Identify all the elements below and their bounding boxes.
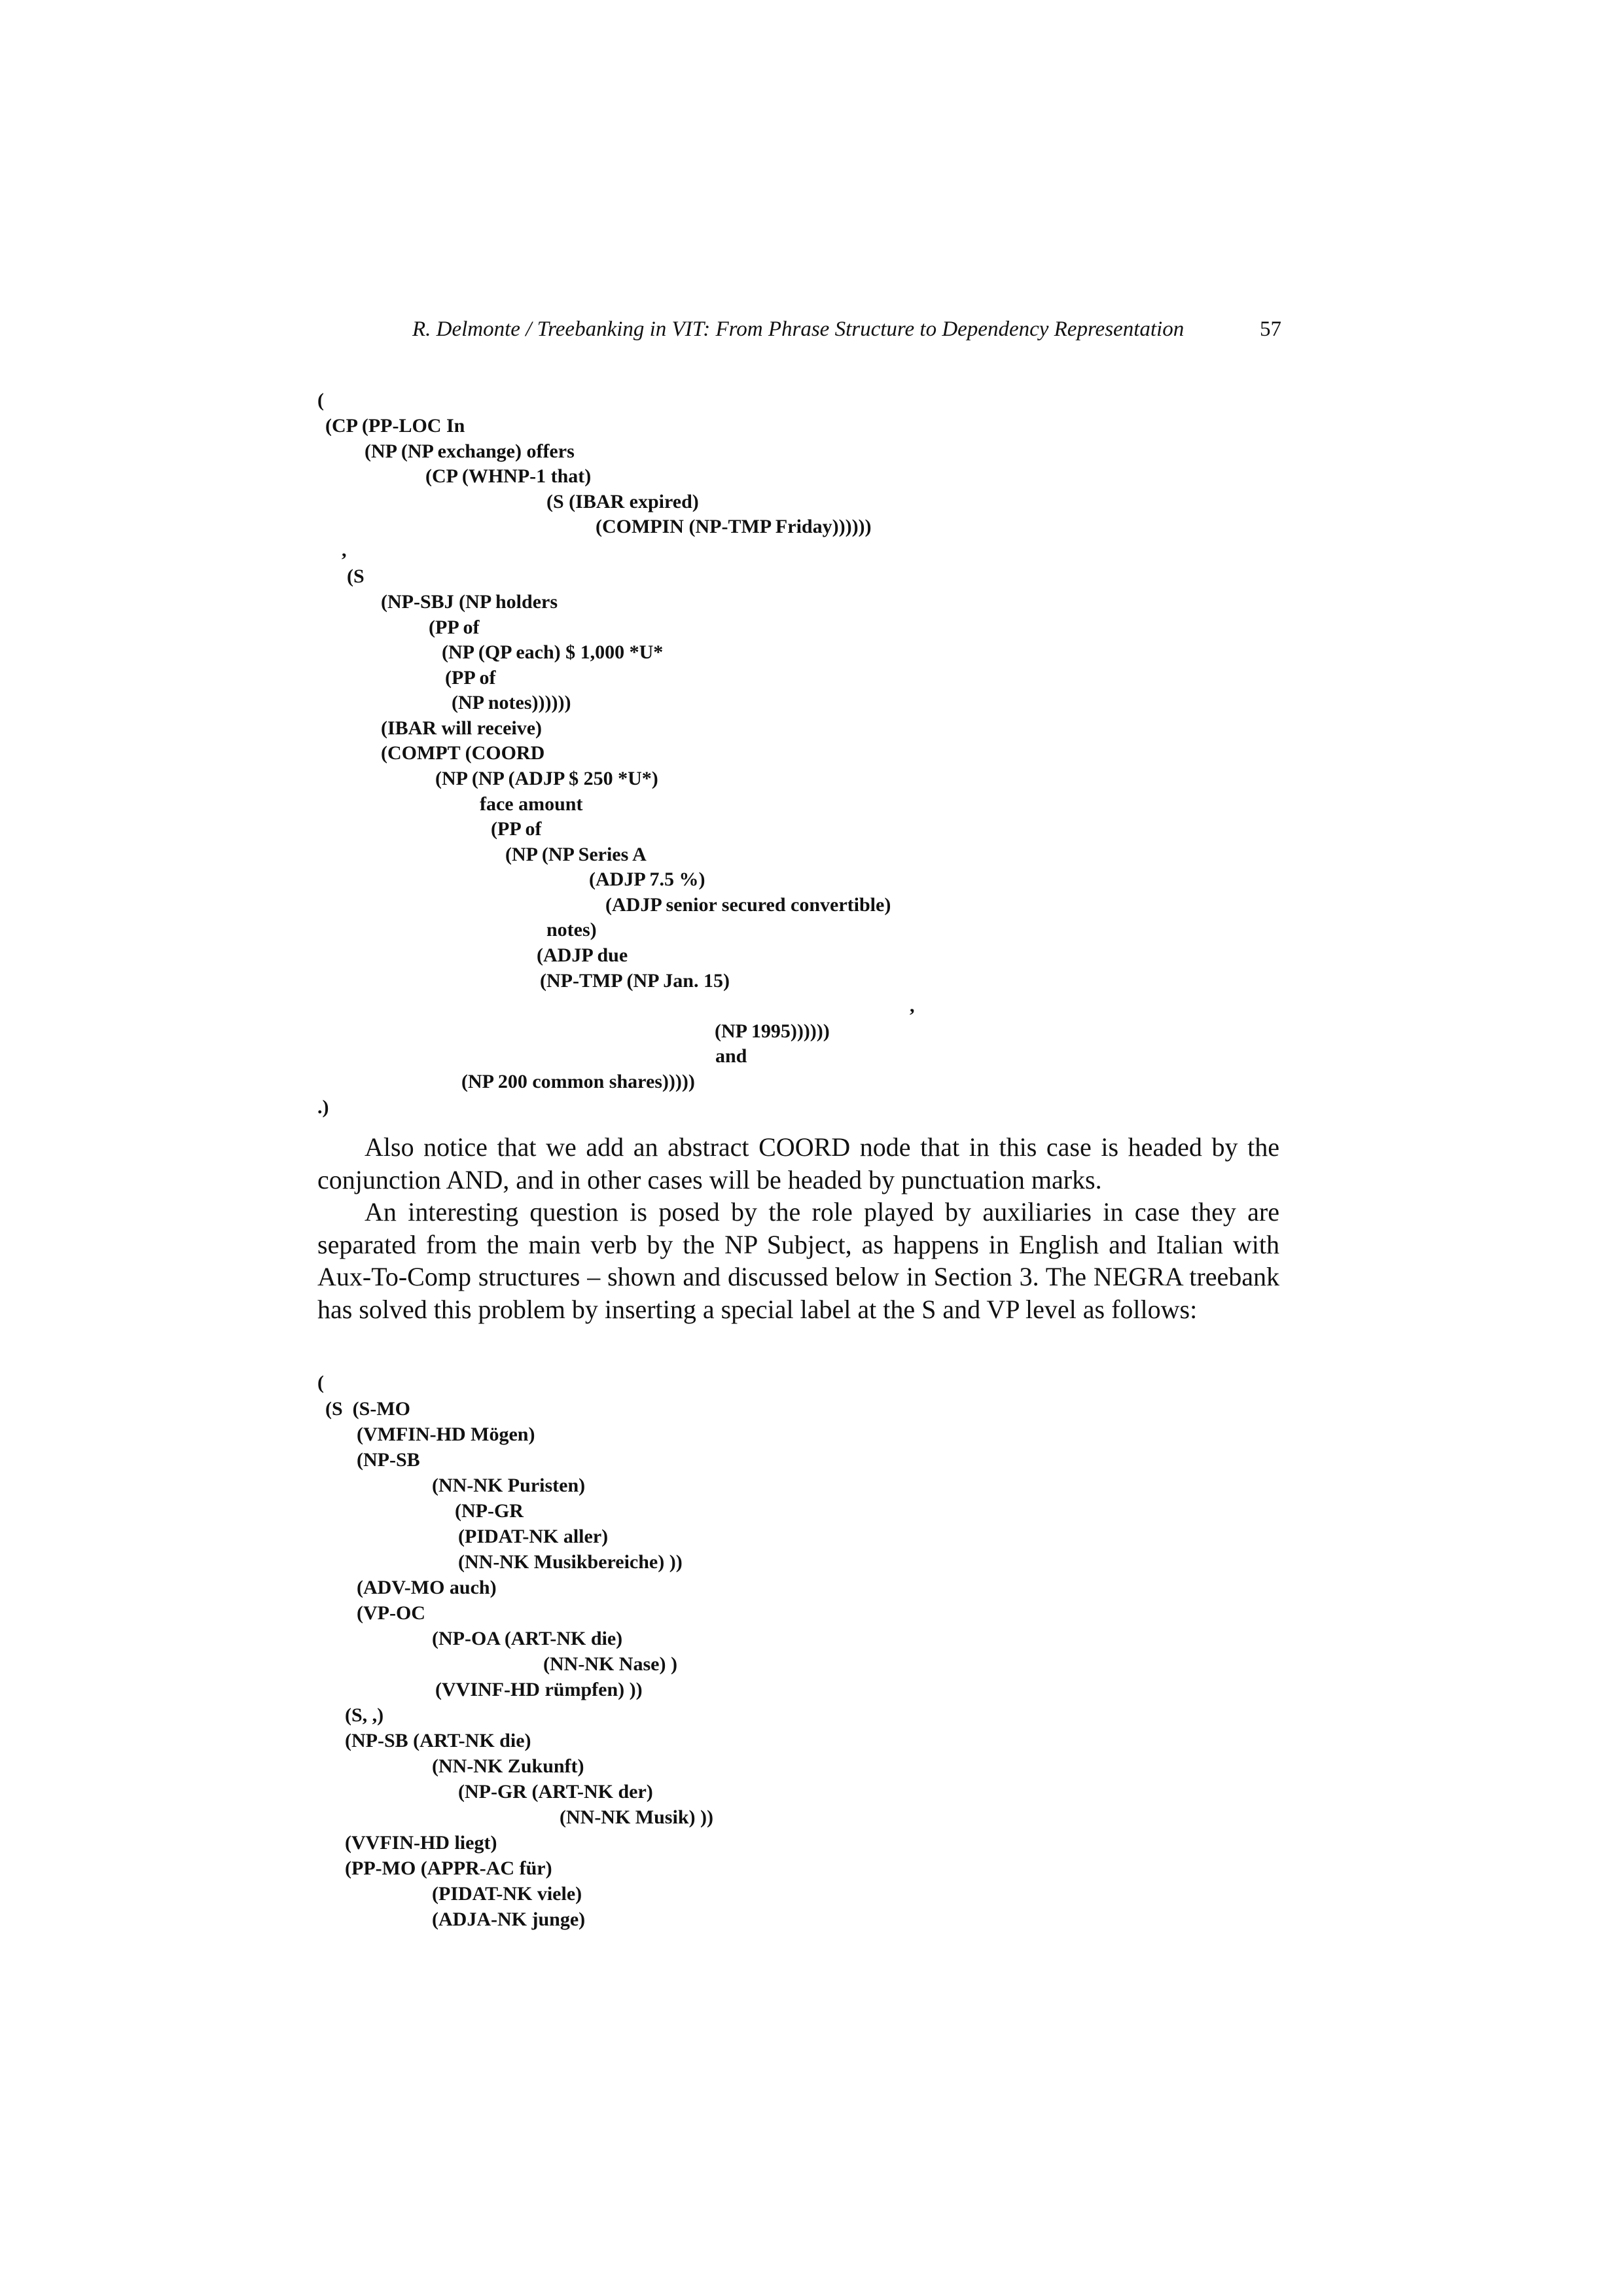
tree-line: (S (IBAR expired) (546, 491, 699, 512)
tree-line: (PIDAT-NK viele) (432, 1883, 582, 1905)
tree-line: (NP (NP exchange) offers (365, 440, 575, 462)
paragraph: Also notice that we add an abstract COORD node that in this case is headed by the conjunction AND, and in other cases will be headed by punctuation marks. (317, 1132, 1279, 1194)
tree-line: (VVFIN-HD liegt) (345, 1832, 497, 1854)
tree-line: (PP of (429, 617, 480, 638)
tree-line: (PP of (491, 818, 542, 840)
tree-line: (ADJP senior secured convertible) (605, 894, 891, 916)
tree-line: (ADJP due (537, 944, 628, 966)
tree-line: ( (317, 389, 324, 411)
tree-line: face amount (480, 793, 583, 815)
tree-line: (NP (NP (ADJP $ 250 *U*) (435, 768, 658, 789)
tree-line: (PP of (445, 667, 496, 689)
tree-line: (VMFIN-HD Mögen) (357, 1424, 535, 1445)
tree-line: (COMPIN (NP-TMP Friday)))))) (596, 516, 872, 537)
tree-line: (NP-GR (ART-NK der) (458, 1781, 653, 1803)
tree-line: (NP-SBJ (NP holders (381, 591, 558, 613)
body-text (317, 1131, 1279, 1325)
tree-line: (ADV-MO auch) (357, 1577, 497, 1598)
tree-line: (NP (NP Series A (505, 844, 647, 865)
tree-line: , (342, 539, 347, 561)
tree-line: (PP-MO (APPR-AC für) (345, 1857, 552, 1879)
tree-line: (PIDAT-NK aller) (458, 1526, 609, 1547)
tree-line: (VP-OC (357, 1602, 425, 1624)
tree-line: (NP notes)))))) (452, 692, 571, 713)
running-head: R. Delmonte / Treebanking in VIT: From Phrase Structure to Dependency Representation (412, 317, 1185, 341)
tree-line: (NN-NK Musik) )) (560, 1806, 713, 1828)
tree-line: (COMPT (COORD (381, 742, 545, 764)
tree-line: (NP-SB (357, 1449, 420, 1471)
tree-line: (NP-OA (ART-NK die) (432, 1628, 623, 1649)
tree-line: , (910, 995, 915, 1016)
tree-line: ( (317, 1372, 324, 1393)
tree-line: (NP-GR (455, 1500, 524, 1522)
tree-line: (NP 1995)))))) (715, 1020, 830, 1042)
tree-line: (NP-TMP (NP Jan. 15) (540, 970, 730, 992)
tree-line: (NP-SB (ART-NK die) (345, 1730, 531, 1751)
paragraph: An interesting question is posed by the role played by auxiliaries in case they are separated from the main verb by the NP Subject, as happens in English and Italian with Aux-To-Comp structures – shown and discussed below in Section 3. The NEGRA treebank has solved this problem by inserting a special label at the S and VP level as follows: (317, 1197, 1279, 1324)
tree-line: (S (347, 565, 365, 587)
tree-line: (ADJA-NK junge) (432, 1909, 586, 1930)
tree-line: notes) (546, 919, 597, 941)
tree-line: (S, ,) (345, 1704, 384, 1726)
tree-line: (ADJP 7.5 %) (589, 869, 705, 890)
tree-line: (VVINF-HD rümpfen) )) (435, 1679, 643, 1700)
tree-line: (NN-NK Musikbereiche) )) (458, 1551, 683, 1573)
tree-line: (NN-NK Zukunft) (432, 1755, 584, 1777)
tree-line: (NN-NK Puristen) (432, 1475, 586, 1496)
tree-line: (S (S-MO (325, 1398, 410, 1420)
tree-line: (CP (WHNP-1 that) (425, 465, 592, 487)
tree-line: .) (317, 1096, 329, 1118)
tree-line: (CP (PP-LOC In (325, 415, 465, 437)
tree-line: (NP 200 common shares))))) (461, 1071, 695, 1092)
tree-line: (NN-NK Nase) ) (543, 1653, 677, 1675)
page-number: 57 (1260, 317, 1281, 341)
tree-line: (NP (QP each) $ 1,000 *U* (442, 641, 664, 663)
tree-line: and (715, 1045, 747, 1067)
tree-line: (IBAR will receive) (381, 717, 543, 739)
